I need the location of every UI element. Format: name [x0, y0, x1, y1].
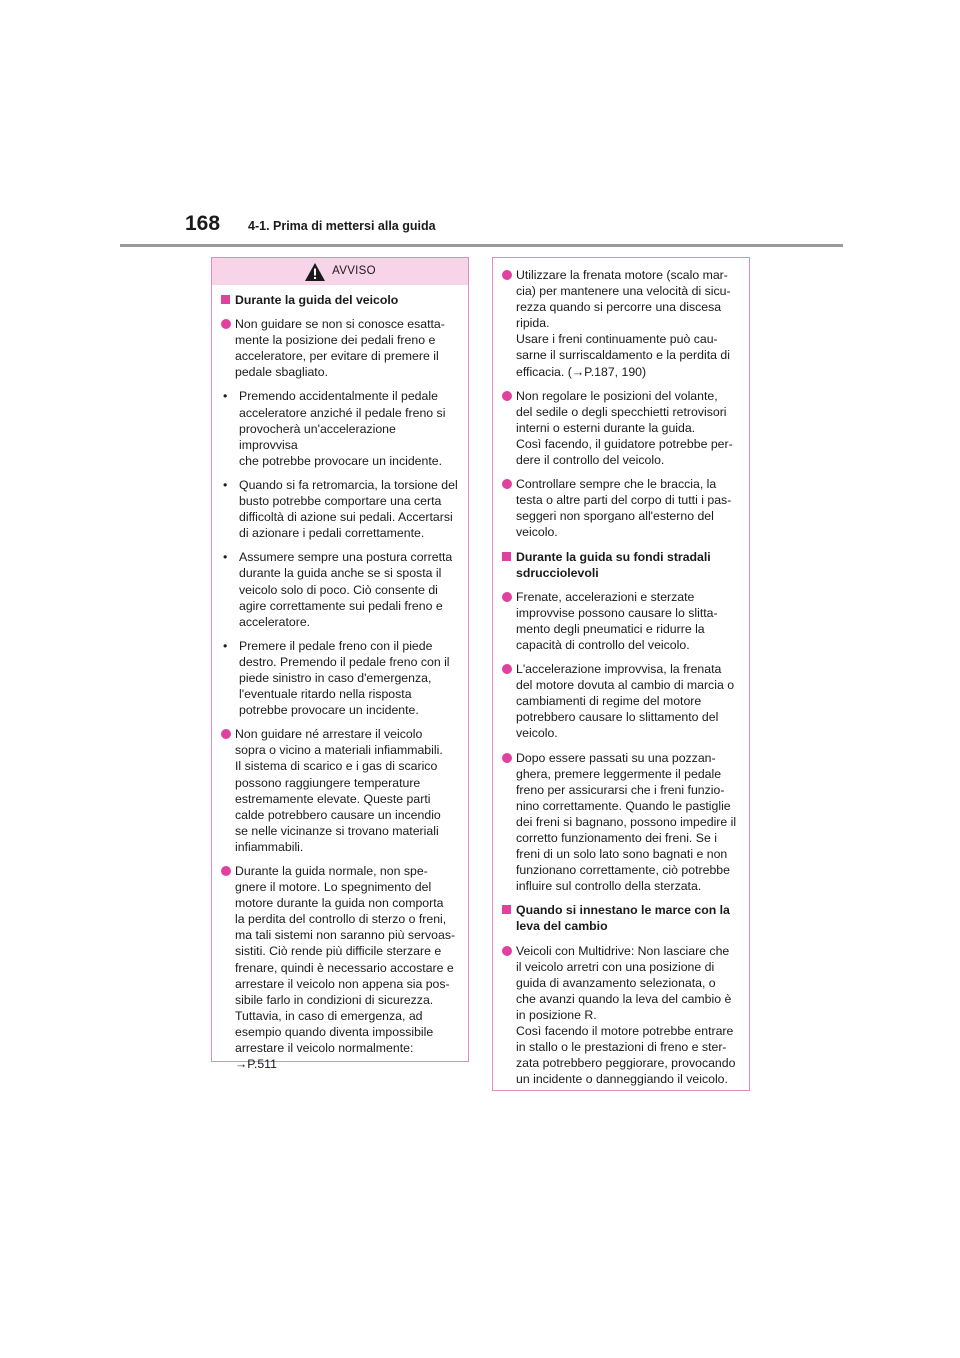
list-item	[501, 267, 739, 380]
circle-bullet-icon	[221, 319, 231, 329]
list-item	[220, 549, 458, 629]
section-title: 4-1. Prima di mettersi alla guida	[248, 219, 436, 233]
section-heading	[501, 902, 739, 934]
page-number: 168	[185, 212, 221, 235]
circle-bullet-icon	[221, 729, 231, 739]
list-item	[220, 388, 458, 468]
item-text: Assumere sempre una postura corretta durante la guida anche se si sposta il veicolo solo di poco. Ciò consente di agire correttamente sui pedali freno e acceleratore.	[239, 550, 453, 629]
warning-triangle-icon	[304, 262, 326, 282]
list-item	[220, 316, 458, 380]
list-item	[501, 750, 739, 895]
circle-bullet-icon	[221, 866, 231, 876]
dot-bullet-icon: •	[223, 477, 228, 492]
section-heading	[501, 549, 739, 581]
list-item	[501, 943, 739, 1088]
list-item	[501, 476, 739, 540]
item-text: Non guidare se non si conosce esatta- mente la posizione dei pedali freno e acceleratore, per evitare di premere il pedale sbagliato.	[235, 317, 445, 380]
item-text: Quando si innestano le marce con la leva del cambio	[516, 903, 730, 934]
item-text: Controllare sempre che le braccia, la testa o altre parti del corpo di tutti i pas- seggeri non sporgano all'esterno del veicolo.	[516, 477, 732, 540]
list-item	[220, 638, 458, 718]
warning-title: AVVISO	[332, 265, 376, 278]
item-text: Veicoli con Multidrive: Non lasciare che il veicolo arretri con una posizione di guida di avanzamento selezionata, o che avanzi quando la leva del cambio è in posizione R. Così facendo il motore potrebbe entrare in stallo o le prestazioni di freno e ster- zata potrebbero peggiorare, provocando un incidente o danneggiando il veicolo.	[516, 943, 736, 1087]
item-text: Utilizzare la frenata motore (scalo mar- cia) per mantenere una velocità di sicu- rezza quando si percorre una discesa ripida. Usare i freni continuamente può cau- sarne il surriscaldamento e la perdita di efficacia. (→P.187, 190)	[516, 268, 731, 379]
circle-bullet-icon	[502, 479, 512, 489]
dot-bullet-icon: •	[223, 389, 228, 404]
circle-bullet-icon	[502, 753, 512, 763]
item-text: Non regolare le posizioni del volante, del sedile o degli specchietti retrovisori interni o esterni durante la guida. Così facendo, il guidatore potrebbe per- dere il controllo del veicolo.	[516, 388, 733, 468]
square-bullet-icon	[502, 552, 511, 561]
header-rule	[120, 244, 843, 247]
item-text: Durante la guida normale, non spe- gnere il motore. Lo spegnimento del motore durante la guida non comporta la perdita del controllo di sterzo o freni, ma tali sistemi non saranno più servoas- sistiti. Ciò rende più difficile sterzare e frenare, quindi è necessario accostare e arrestare il veicolo non appena sia pos- sibile farlo in condizioni di sicurezza. Tuttavia, in caso di emergenza, ad esempio quando diventa impossibile arrestare il veicolo normalmente: →P.511	[235, 864, 456, 1072]
item-text: Premere il pedale freno con il piede destro. Premendo il pedale freno con il piede sinistro in caso d'emergenza, l'eventuale ritardo nella risposta potrebbe provocare un incidente.	[239, 638, 450, 718]
dot-bullet-icon: •	[223, 550, 228, 565]
circle-bullet-icon	[502, 592, 512, 602]
circle-bullet-icon	[502, 946, 512, 956]
warning-content-right	[493, 258, 749, 1101]
warning-header	[212, 258, 468, 285]
item-text: Frenate, accelerazioni e sterzate improvvise possono causare lo slitta- mento degli pneumatici e ridurre la capacità di controllo del veicolo.	[516, 589, 718, 652]
list-item	[501, 589, 739, 653]
list-item	[220, 863, 458, 1072]
circle-bullet-icon	[502, 391, 512, 401]
item-text: Premendo accidentalmente il pedale acceleratore anziché il pedale freno si provocherà un'accelerazione improvvisa che potrebbe provocare un incidente.	[239, 389, 446, 468]
item-text: Durante la guida del veicolo	[235, 293, 399, 307]
list-item	[501, 388, 739, 468]
section-heading	[220, 292, 458, 308]
dot-bullet-icon: •	[223, 638, 228, 653]
warning-box-right	[492, 257, 750, 1091]
item-text: Non guidare né arrestare il veicolo sopra o vicino a materiali infiammabili. Il sistema di scarico e i gas di scarico possono raggiungere temperature estremamente elevate. Queste parti calde potrebbero causare un incendio se nelle vicinanze si trovano materiali infiammabili.	[235, 727, 443, 854]
square-bullet-icon	[502, 905, 511, 914]
item-text: Quando si fa retromarcia, la torsione del busto potrebbe comportare una certa difficoltà di azione sui pedali. Accertarsi di azionare i pedali correttamente.	[239, 477, 458, 541]
item-text: L'accelerazione improvvisa, la frenata del motore dovuta al cambio di marcia o cambiamenti di regime del motore potrebbero causare lo slittamento del veicolo.	[516, 662, 735, 741]
warning-content-left	[212, 285, 468, 1086]
list-item	[220, 477, 458, 541]
warning-box-left	[211, 257, 469, 1072]
circle-bullet-icon	[502, 270, 512, 280]
list-item	[220, 726, 458, 855]
square-bullet-icon	[221, 295, 230, 304]
circle-bullet-icon	[502, 664, 512, 674]
list-item	[501, 661, 739, 741]
item-text: Durante la guida su fondi stradali sdrucciolevoli	[516, 549, 711, 580]
item-text: Dopo essere passati su una pozzan- ghera, premere leggermente il pedale freno per assicurarsi che i freni funzio- nino correttamente. Quando le pastiglie dei freni si bagnano, possono impedire il corretto funzionamento dei freni. Se i freni di un solo lato sono bagnati e non funzionano correttamente, ciò potrebbe influire sul controllo della sterzata.	[516, 750, 737, 894]
